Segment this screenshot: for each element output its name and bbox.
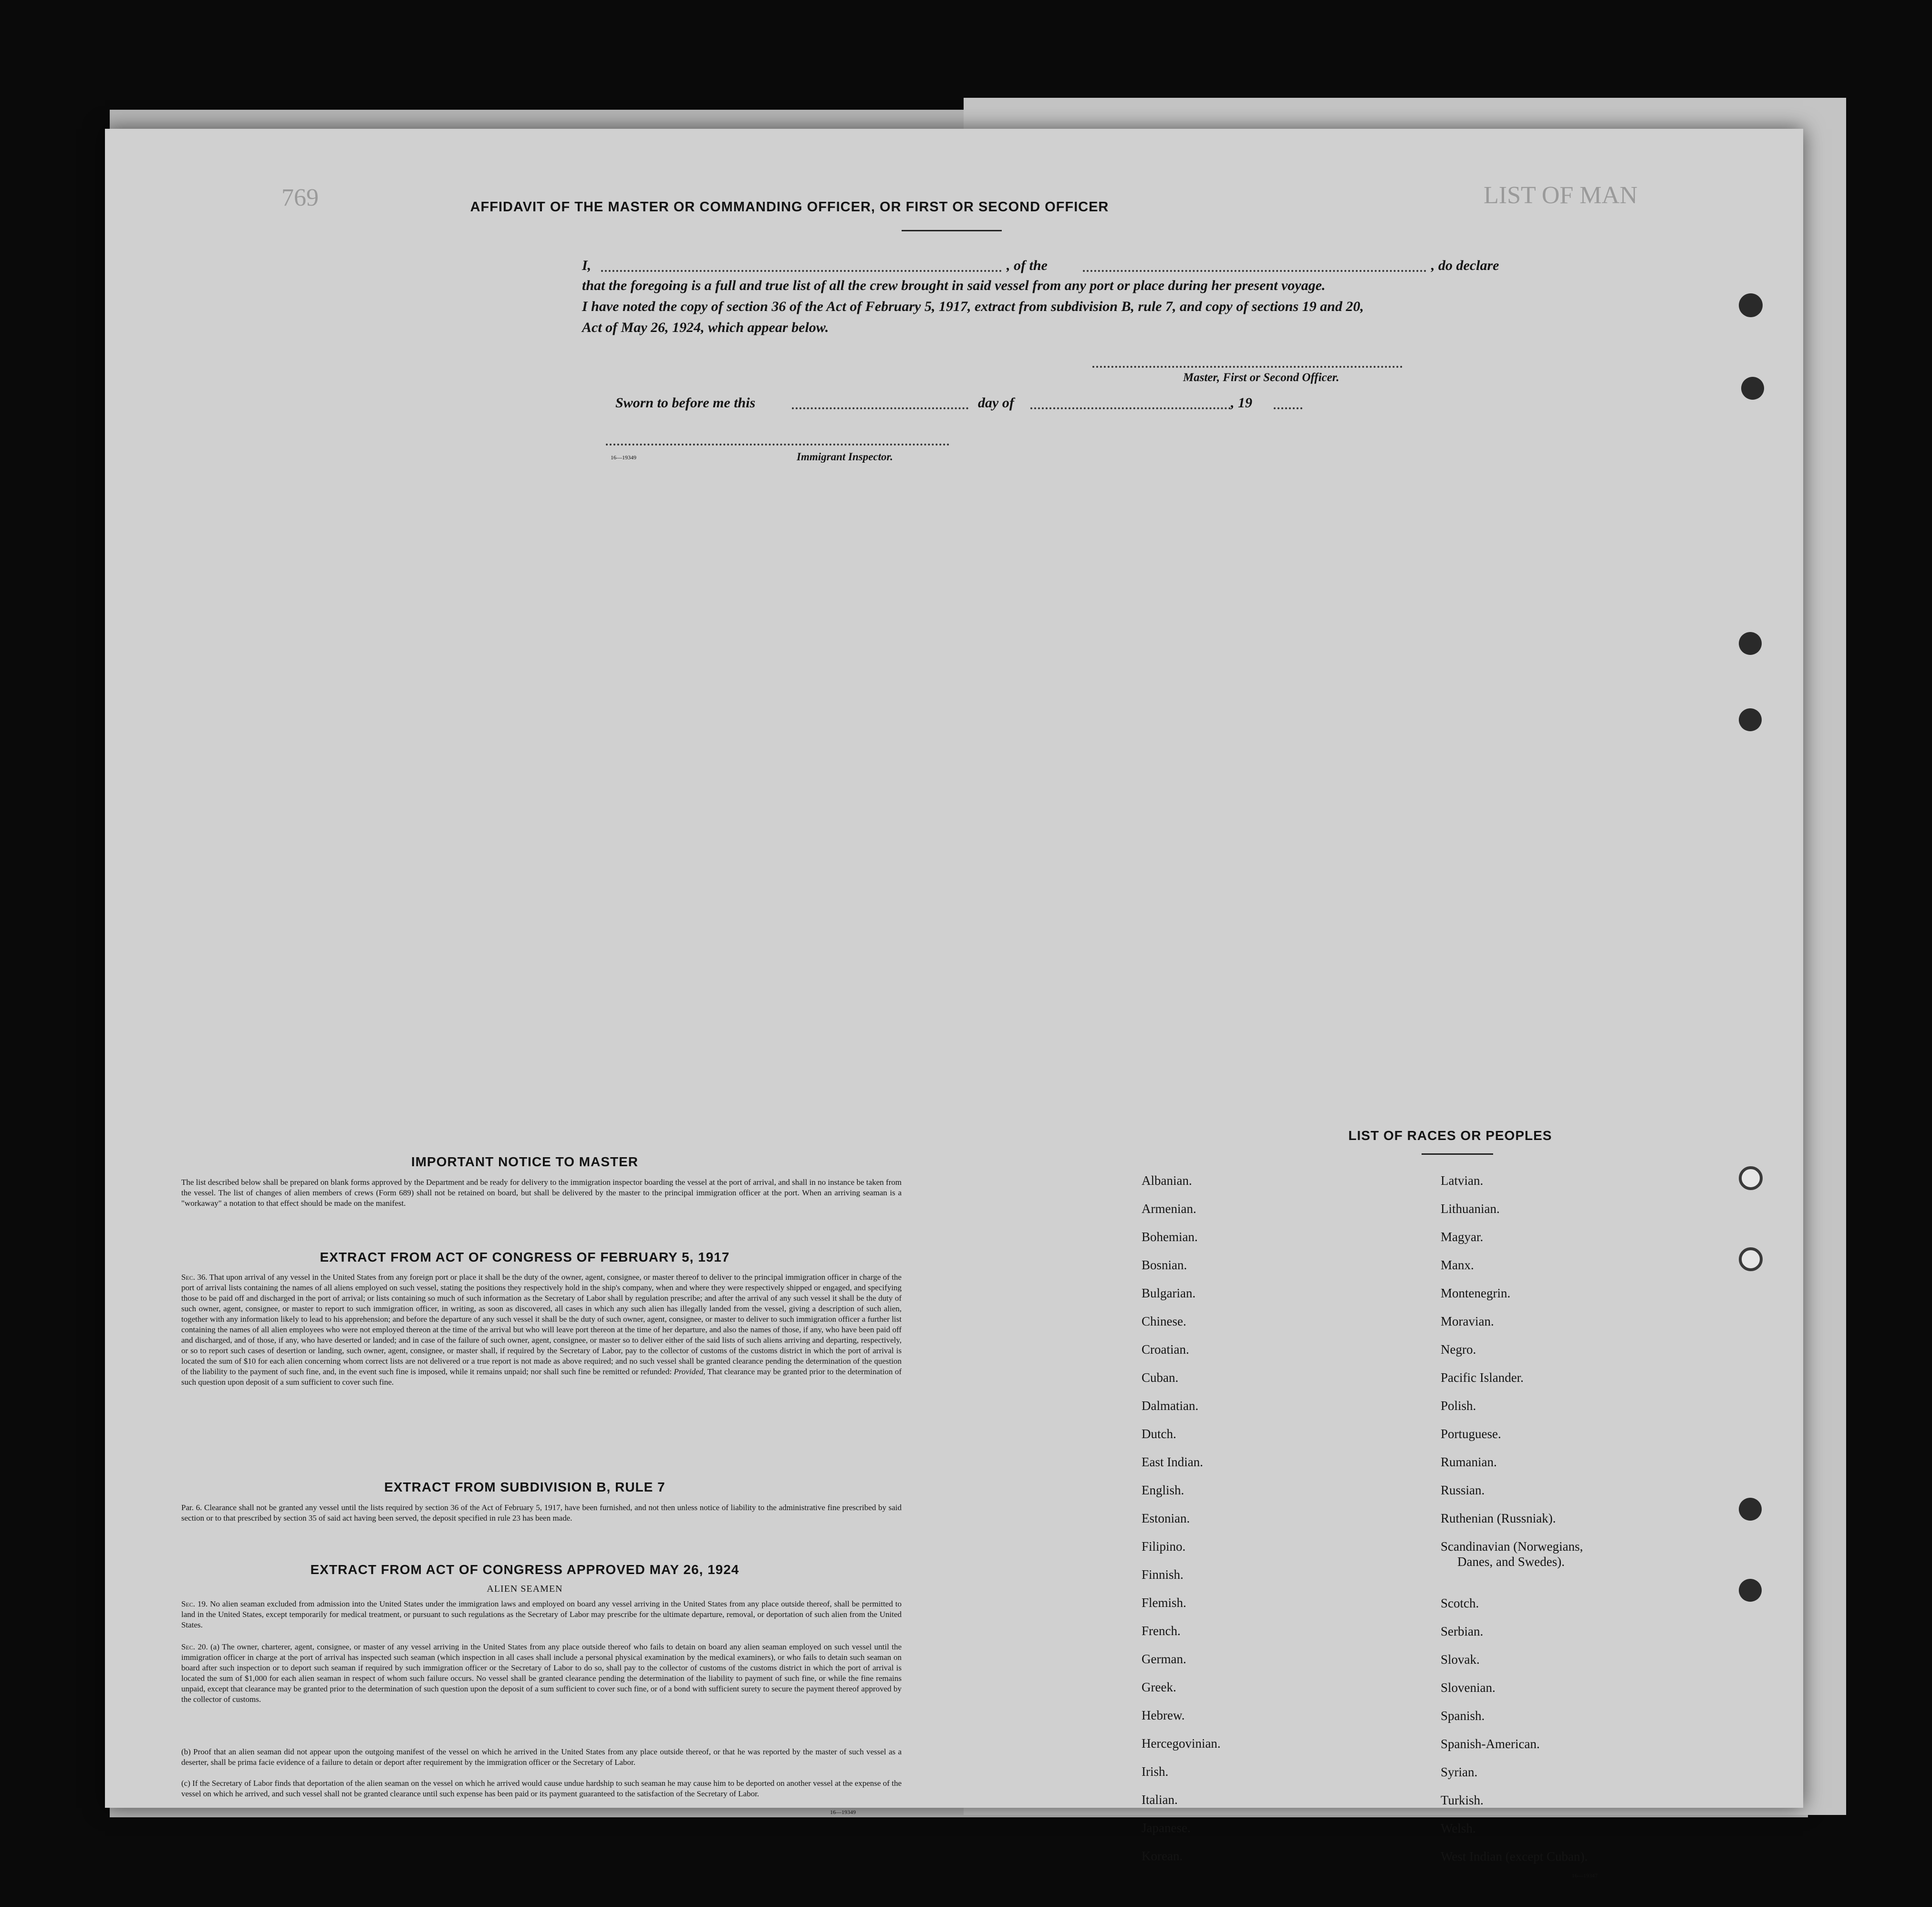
punch-hole xyxy=(1739,1498,1762,1521)
form-number: 16—19347 xyxy=(1572,1872,1598,1879)
races-underline xyxy=(1422,1153,1493,1155)
bleed-through-number: 769 xyxy=(281,184,319,211)
punch-hole xyxy=(1739,293,1763,317)
race-item: Dutch. xyxy=(1142,1427,1176,1441)
notice-title: IMPORTANT NOTICE TO MASTER xyxy=(411,1154,639,1169)
punch-hole xyxy=(1739,708,1762,731)
race-item: East Indian. xyxy=(1142,1455,1203,1469)
race-item: French. xyxy=(1142,1624,1181,1638)
extract-1924-subtitle: ALIEN SEAMEN xyxy=(487,1584,563,1594)
bleed-through-text: LIST OF MAN xyxy=(1484,182,1638,209)
sworn-date-field xyxy=(792,407,968,409)
section-20b: (b) Proof that an alien seaman did not appear upon the outgoing manifest of the vessel on which he arrived in the United States from any place outside thereof, or that he was reported by the master of such vessel as a deserter, shall be prima facie evidence of a failure to detain or deport after requirement by the immigration officer or the Secretary of Labor. xyxy=(181,1747,902,1767)
race-item: Chinese. xyxy=(1142,1314,1186,1328)
affidavit-line-2: that the foregoing is a full and true list of all the crew brought in said vessel from any port or place during her present voyage. xyxy=(582,278,1326,293)
race-item: West Indian (except Cuban). xyxy=(1441,1849,1588,1864)
race-item: Finnish. xyxy=(1142,1567,1184,1582)
race-item: Pacific Islander. xyxy=(1441,1370,1524,1385)
race-item: Japanese. xyxy=(1142,1821,1191,1835)
document-page xyxy=(105,129,1803,1879)
form-number: 16—19349 xyxy=(611,454,636,461)
punch-hole xyxy=(1739,1579,1762,1602)
race-item: Albanian. xyxy=(1142,1173,1192,1188)
race-item: Bohemian. xyxy=(1142,1230,1198,1244)
form-number: 16—19349 xyxy=(830,1809,856,1815)
race-item: Scotch. xyxy=(1441,1596,1479,1610)
race-item: German. xyxy=(1142,1652,1186,1666)
race-item: Armenian. xyxy=(1142,1202,1196,1216)
master-signature-label: Master, First or Second Officer. xyxy=(1183,371,1340,384)
affidavit-line-1: I, , of the , do declare xyxy=(582,258,1499,273)
inspector-signature-line xyxy=(606,444,949,446)
race-item: Lithuanian. xyxy=(1441,1202,1500,1216)
race-item: Bulgarian. xyxy=(1142,1286,1196,1300)
title-underline xyxy=(902,230,1002,231)
section-20c: (c) If the Secretary of Labor finds that deportation of the alien seaman on the vessel on which he arrived would cause undue hardship to such seaman he may cause him to be deported on another vessel at the expense of the vessel on which he arrived, and such vessel shall not be granted clearance until such expense has been paid or its payment guaranteed to the satisfaction of the Secretary of Labor. xyxy=(181,1779,902,1798)
punch-hole xyxy=(1741,377,1764,400)
race-item: Negro. xyxy=(1441,1342,1476,1357)
race-item: Croatian. xyxy=(1142,1342,1189,1357)
proviso-label: Provided, xyxy=(674,1367,706,1376)
race-item: Flemish. xyxy=(1142,1596,1186,1610)
race-item: English. xyxy=(1142,1483,1184,1497)
race-item: Cuban. xyxy=(1142,1370,1179,1385)
name-field xyxy=(601,270,1002,272)
vessel-field xyxy=(1083,270,1426,272)
race-item: Russian. xyxy=(1441,1483,1485,1497)
race-item: Greek. xyxy=(1142,1680,1176,1694)
section-label: Sec. 36. xyxy=(181,1273,208,1282)
subdivision-b-body: Par. 6. Clearance shall not be granted any vessel until the lists required by section 36 of the Act of February 5, 1917, have been furnished, and not then unless notice of liability to the administrative fine prescribed by said section or to that prescribed by section 35 of said act having been served, the deposit specified in rule 23 has been made. xyxy=(181,1503,902,1523)
sworn-year-field xyxy=(1274,407,1302,409)
section-label: Sec. 19. xyxy=(181,1599,208,1608)
section-text: No alien seaman excluded from admission into the United States under the immigration laws and employed on board any vessel arriving in the United States from any place outside thereof, shall be permitted to land in the United States, except temporarily for medical treatment, or pursuant to such regulations as the Secretary of Labor may prescribe for the ultimate departure, removal, or deportation of such alien from the United States. xyxy=(181,1599,902,1629)
affidavit-line-3: I have noted the copy of section 36 of the Act of February 5, 1917, extract from subdivision B, rule 7, and copy of sections 19 and 20, xyxy=(582,299,1364,314)
race-item: Serbian. xyxy=(1441,1624,1484,1638)
race-item: Manx. xyxy=(1441,1258,1474,1272)
race-item: Slovenian. xyxy=(1441,1680,1496,1695)
punch-hole xyxy=(1739,1166,1763,1190)
extract-1924-title: EXTRACT FROM ACT OF CONGRESS APPROVED MAY 26, 1924 xyxy=(310,1562,739,1577)
subdivision-b-title: EXTRACT FROM SUBDIVISION B, RULE 7 xyxy=(384,1480,665,1494)
race-item: Hebrew. xyxy=(1142,1708,1185,1722)
race-item: Spanish. xyxy=(1441,1709,1485,1723)
race-item: Moravian. xyxy=(1441,1314,1494,1328)
sworn-line: Sworn to before me this day of , 19 xyxy=(615,395,1283,414)
race-item: Italian. xyxy=(1142,1793,1178,1807)
race-item: Rumanian. xyxy=(1441,1455,1497,1469)
race-item: Dalmatian. xyxy=(1142,1399,1199,1413)
race-item: Spanish-American. xyxy=(1441,1737,1540,1751)
race-item: Scandinavian (Norwegians, xyxy=(1441,1539,1583,1554)
race-item: Irish. xyxy=(1142,1764,1169,1779)
race-item: Syrian. xyxy=(1441,1765,1478,1779)
race-item: Filipino. xyxy=(1142,1539,1186,1554)
extract-1917-body xyxy=(181,1272,902,1388)
proviso-text: That clearance may be granted prior to the determination of such question upon deposit of a sum sufficient to cover such fine. xyxy=(181,1367,902,1387)
race-item: Turkish. xyxy=(1441,1793,1484,1807)
race-item: Danes, and Swedes). xyxy=(1457,1555,1565,1569)
section-20a xyxy=(181,1642,902,1705)
race-item: Hercegovinian. xyxy=(1142,1736,1221,1751)
race-item: Welsh. xyxy=(1441,1821,1476,1835)
affidavit-title: AFFIDAVIT OF THE MASTER OR COMMANDING OFFICER, OR FIRST OR SECOND OFFICER xyxy=(470,199,1109,215)
race-item: Montenegrin. xyxy=(1441,1286,1511,1300)
race-item: Estonian. xyxy=(1142,1511,1190,1525)
section-19 xyxy=(181,1599,902,1630)
extract-1917-title: EXTRACT FROM ACT OF CONGRESS OF FEBRUARY 5, 1917 xyxy=(320,1250,730,1264)
inspector-label: Immigrant Inspector. xyxy=(797,451,893,463)
races-title: LIST OF RACES OR PEOPLES xyxy=(1348,1128,1552,1143)
race-item: Ruthenian (Russniak). xyxy=(1441,1511,1556,1525)
race-item: Portuguese. xyxy=(1441,1427,1501,1441)
race-item: Slovak. xyxy=(1441,1652,1480,1667)
race-item: Korean. xyxy=(1142,1849,1183,1863)
race-item: Magyar. xyxy=(1441,1230,1484,1244)
race-item: Latvian. xyxy=(1441,1173,1484,1188)
notice-body: The list described below shall be prepared on blank forms approved by the Department and be ready for delivery to the immigration inspector boarding the vessel at the port of arrival, and shall in no instance be taken from the vessel. The list of changes of alien members of crews (Form 689) shall not be retained on board, but shall be delivered by the master to the principal immigration officer at the port. When an arriving seaman is a "workaway" a notation to that effect should be made on the manifest. xyxy=(181,1178,902,1208)
punch-hole xyxy=(1739,1247,1763,1271)
section-label: Sec. 20. xyxy=(181,1642,208,1651)
race-item: Polish. xyxy=(1441,1399,1476,1413)
punch-hole xyxy=(1739,632,1762,655)
race-item: Bosnian. xyxy=(1142,1258,1187,1272)
section-text: (a) The owner, charterer, agent, consignee, or master of any vessel arriving in the United States from any place outside thereof who fails to detain on board any alien seaman employed on such vessel until the immigration officer in charge at the port of arrival has inspected such seaman (which inspection in all cases shall include a personal physical examination by the medical examiners), or who fails to detain such seaman on board after such inspection or to deport such seaman if required by such immigration officer or the Secretary of Labor to do so, shall pay to the collector of customs of the customs district in which the port of arrival is located the sum of $1,000 for each alien seaman in respect of whom such failure occurs. No vessel shall be granted clearance pending the determination of the liability to payment of such fine, or while the fine remains unpaid, except that clearance may be granted prior to the determination of such question upon the deposit of a sum sufficient to cover such fine, or of a bond with sufficient surety to secure the payment thereof approved by the collector of customs. xyxy=(181,1642,902,1704)
sworn-month-field xyxy=(1030,407,1231,409)
affidavit-line-4: Act of May 26, 1924, which appear below. xyxy=(582,320,829,335)
master-signature-line xyxy=(1092,366,1402,368)
section-text: That upon arrival of any vessel in the United States from any foreign port or place it shall be the duty of the owner, agent, consignee, or master thereof to deliver to the principal immigration officer in charge of the port of arrival lists containing the names of all aliens employed on such vessel, stating the positions they respectively hold in the ship's company, when and where they were respectively shipped or engaged, and specifying those to be paid off and discharged in the port of arrival; or lists containing so much of such information as the Secretary of Labor shall by regulation prescribe; and after the arrival of any such vessel it shall be the duty of such owner, agent, consignee, or master to report to such immigration officer, in writing, as soon as discovered, all cases in which any such alien has illegally landed from the vessel, giving a description of such alien, together with any information likely to lead to his apprehension; and before the departure of any such vessel it shall be the duty of such owner, agent, consignee, or master to deliver to such immigration officer a further list containing the names of all alien employees who were not employed thereon at the time of the arrival but who will leave port thereon at the time of her departure, and also the names of those, if any, who have been paid off and discharged, and of those, if any, who have deserted or landed; and in case of the failure of such owner, agent, consignee, or master so to deliver either of the said lists of such aliens arriving and departing, respectively, or so to report such cases of desertion or landing, such owner, agent, consignee, or master shall, if required by the Secretary of Labor, pay to the collector of customs of the customs district in which the port of arrival is located the sum of $10 for each alien concerning whom correct lists are not delivered or a true report is not made as above required; and no such vessel shall be granted clearance pending the determination of the question of the liability to the payment of such fine, and, in the event such fine is imposed, while it remains unpaid; nor shall such fine be remitted or refunded: xyxy=(181,1273,902,1376)
